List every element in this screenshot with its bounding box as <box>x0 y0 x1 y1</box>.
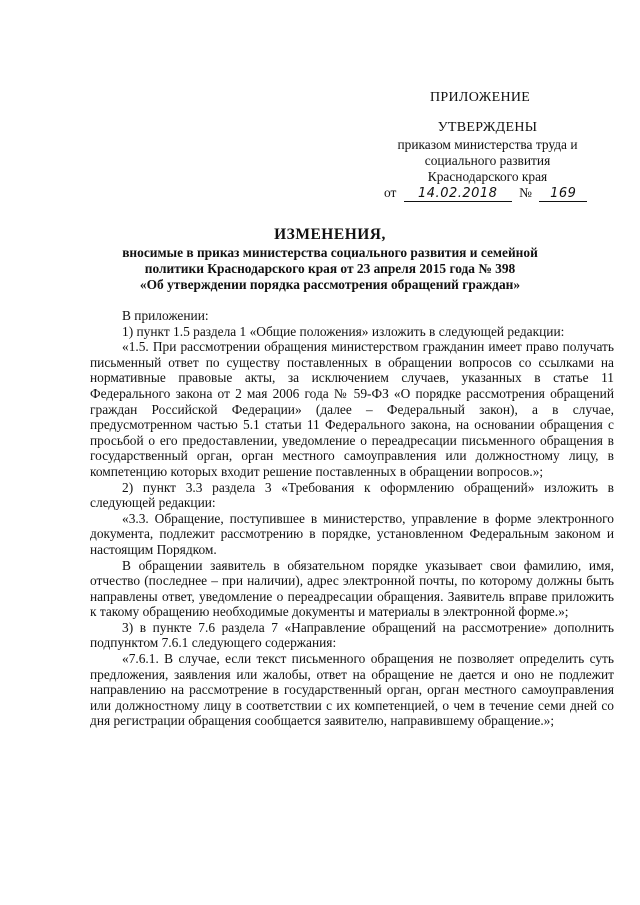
body-paragraph: 1) пункт 1.5 раздела 1 «Общие положения» изложить в следующей редакции: <box>122 323 565 339</box>
body-paragraph: «7.6.1. В случае, если текст письменного обращения не позволяет определить суть предложения, заявления или жалобы, ответ на обращение не дается и оно не подлежит направлению на рассмотрение в государственный орган, орган местного самоуправления или должностному лицу в соответствии с их компетенцией, о чем в течение семи дней со дня регистрации обращения сообщается заявителю, направившему обращение.»; <box>90 651 614 729</box>
approved-line: социального развития <box>424 153 551 168</box>
body-paragraph: 3) в пункте 7.6 раздела 7 «Направление обращений на рассмотрение» дополнить подпунктом 7.6.1 следующего содержания: <box>90 619 614 651</box>
approved-line: Краснодарского края <box>427 169 548 184</box>
body-paragraph: В обращении заявитель в обязательном порядке указывает свои фамилию, имя, отчество (последнее – при наличии), адрес электронной почты, по которому должны быть направлены ответ, уведомление о переадресации обращения. Заявитель вправе приложить к такому обращению необходимые документы и материалы в электронной форме.»; <box>90 557 614 620</box>
order-number-handwritten: 169 <box>539 187 587 202</box>
body-paragraph: В приложении: <box>122 308 209 323</box>
order-reference <box>384 185 587 202</box>
body-paragraph: «3.3. Обращение, поступившее в министерство, управление в форме электронного документа, подлежит рассмотрению в порядке, установленном Федеральным законом и настоящим Порядком. <box>90 510 614 557</box>
order-number-sign: № <box>519 185 532 200</box>
approved-title: УТВЕРЖДЕНЫ <box>437 120 538 135</box>
order-prefix: от <box>384 185 397 200</box>
order-date-handwritten: 14.02.2018 <box>404 187 512 202</box>
document-subtitle-line: политики Краснодарского края от 23 апреля 2015 года № 398 <box>144 261 516 276</box>
appendix-label: ПРИЛОЖЕНИЕ <box>430 90 531 105</box>
document-title: ИЗМЕНЕНИЯ, <box>274 226 386 243</box>
document-subtitle-line: «Об утверждении порядка рассмотрения обращений граждан» <box>139 277 521 292</box>
document-subtitle-line: вносимые в приказ министерства социального развития и семейной <box>122 245 538 260</box>
body-paragraph: 2) пункт 3.3 раздела 3 «Требования к оформлению обращений» изложить в следующей редакции: <box>90 479 614 511</box>
document-body <box>90 308 614 729</box>
approved-line: приказом министерства труда и <box>397 137 578 152</box>
body-paragraph: «1.5. При рассмотрении обращения министерством гражданин имеет право получать письменный ответ по существу поставленных в обращении вопросов со ссылками на нормативные правовые акты, за исключением случаев, указанных в статье 11 Федерального закона от 2 мая 2006 года № 59-ФЗ «О порядке рассмотрения обращений граждан Российской Федерации» (далее – Федеральный закон), а в случае, предусмотренном частью 5.1 статьи 11 Федерального закона, на основании обращения с просьбой о его предоставлении, уведомление о переадресации письменного обращения в государственный орган, орган местного самоуправления или должностному лицу, в компетенцию которых входит решение поставленных в обращении вопросов.»; <box>90 339 614 479</box>
